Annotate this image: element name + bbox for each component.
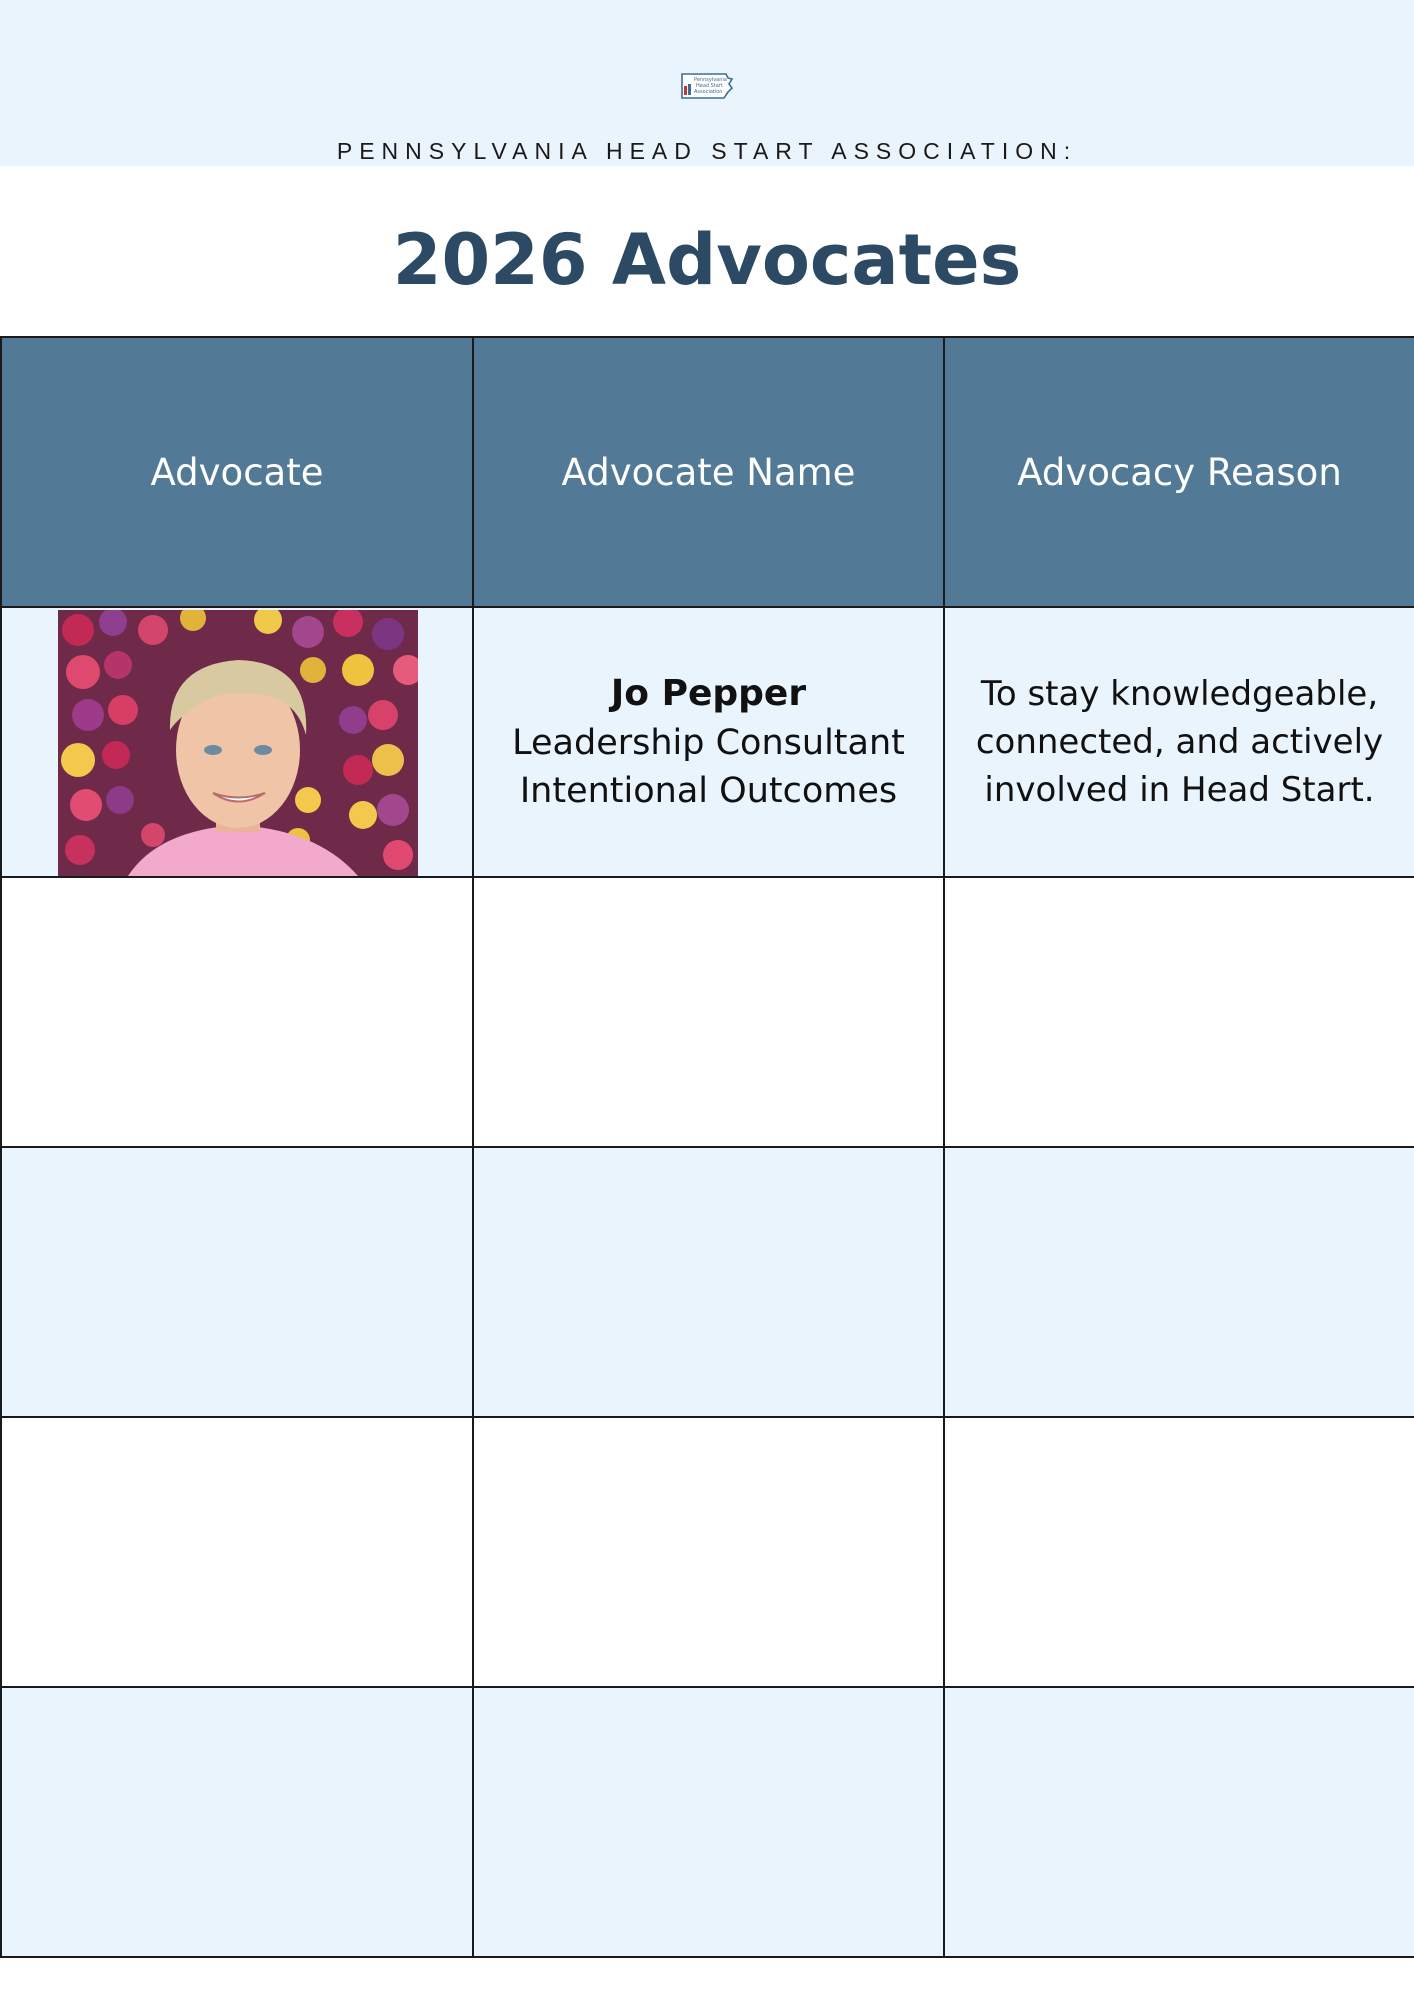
empty-cell xyxy=(1,1147,473,1417)
empty-cell xyxy=(473,1417,944,1687)
table-row xyxy=(1,607,1414,877)
empty-cell xyxy=(944,1687,1414,1957)
logo-text-line-3: Association xyxy=(694,89,723,95)
empty-cell xyxy=(1,1687,473,1957)
advocates-table xyxy=(0,336,1414,1958)
table-row xyxy=(1,877,1414,1147)
advocate-name-cell xyxy=(473,607,944,877)
advocate-photo xyxy=(58,610,418,876)
empty-cell xyxy=(944,877,1414,1147)
table-row xyxy=(1,1417,1414,1687)
advocacy-reason-cell xyxy=(944,607,1414,877)
table-header-row xyxy=(1,337,1414,607)
column-header-advocate: Advocate xyxy=(1,337,473,607)
column-header-advocacy-reason: Advocacy Reason xyxy=(944,337,1414,607)
advocate-role: Leadership Consultant xyxy=(512,723,905,763)
advocacy-reason: To stay knowledgeable, connected, and actively involved in Head Start. xyxy=(975,674,1384,810)
logo-text-line-2: Head Start xyxy=(696,83,723,89)
empty-cell xyxy=(473,877,944,1147)
table-row xyxy=(1,1147,1414,1417)
empty-cell xyxy=(473,1687,944,1957)
logo-text-line-1: Pennsylvania xyxy=(694,77,727,83)
page-title: 2026 Advocates xyxy=(392,219,1022,301)
empty-cell xyxy=(944,1417,1414,1687)
empty-cell xyxy=(1,877,473,1147)
empty-cell xyxy=(944,1147,1414,1417)
advocate-photo-cell xyxy=(1,607,473,877)
empty-cell xyxy=(473,1147,944,1417)
advocate-name: Jo Pepper xyxy=(610,673,807,714)
table-row xyxy=(1,1687,1414,1957)
advocate-organization: Intentional Outcomes xyxy=(519,771,898,811)
organization-name: PENNSYLVANIA HEAD START ASSOCIATION: xyxy=(336,138,1078,164)
column-header-advocate-name: Advocate Name xyxy=(473,337,944,607)
empty-cell xyxy=(1,1417,473,1687)
pa-head-start-logo xyxy=(678,70,734,102)
